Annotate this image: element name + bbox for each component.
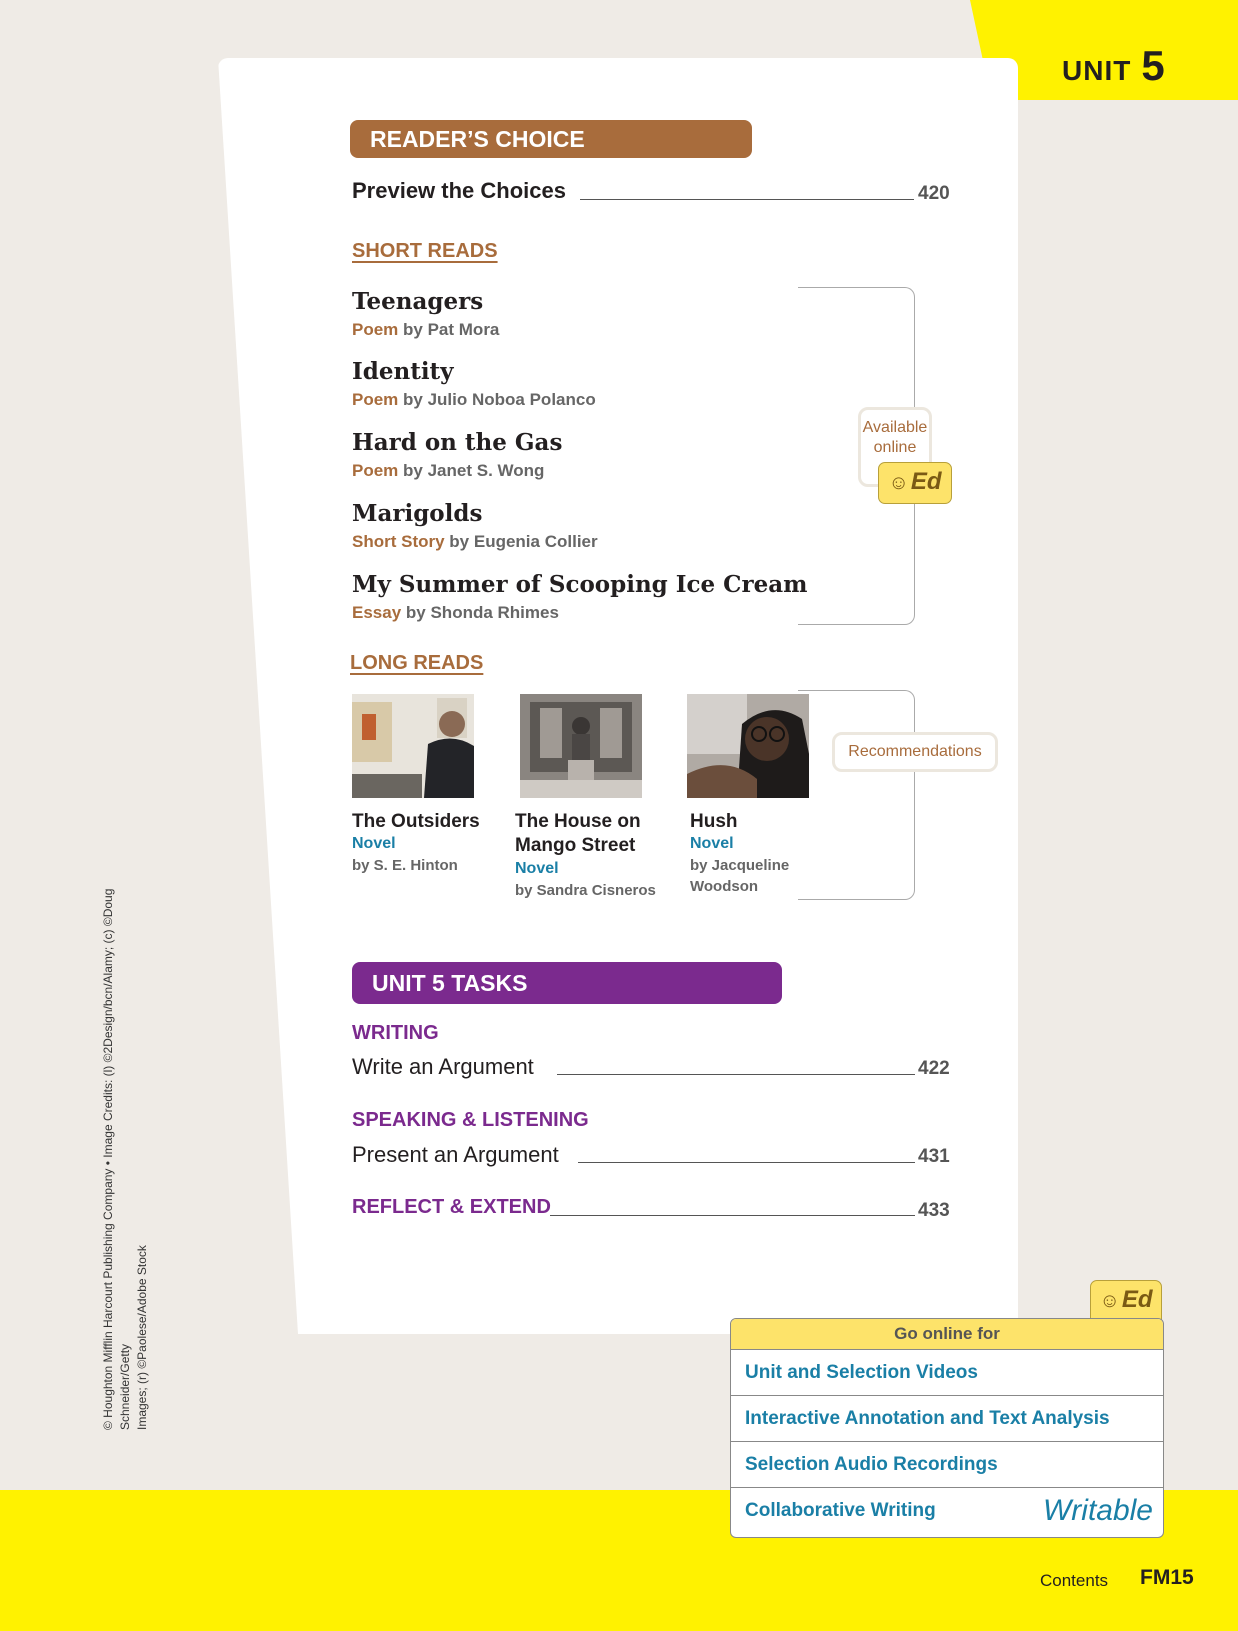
selection-byline (352, 532, 598, 552)
selection-author: by Eugenia Collier (449, 532, 598, 551)
book-title-line: Mango Street (515, 835, 636, 856)
reflect-extend-link[interactable]: REFLECT & EXTEND (352, 1196, 551, 1218)
present-argument-link[interactable]: Present an Argument (352, 1142, 559, 1167)
smiley-icon: ☺ (1099, 1290, 1120, 1312)
go-online-label: Unit and Selection Videos (745, 1362, 978, 1383)
writable-logo: Writable (1042, 1494, 1153, 1527)
credit-line: Images; (r) ©Paolese/Adobe Stock (135, 1245, 149, 1430)
selection-byline (352, 320, 499, 340)
go-online-item[interactable] (731, 1488, 1163, 1533)
selection-title[interactable]: Marigolds (352, 500, 483, 527)
book-author (690, 855, 789, 897)
book-genre: Novel (515, 860, 559, 877)
selection-genre: Short Story (352, 532, 445, 551)
book-author-line: Woodson (690, 878, 759, 895)
go-online-item[interactable] (731, 1396, 1163, 1442)
book-genre: Novel (352, 835, 396, 852)
go-online-label: Selection Audio Recordings (745, 1454, 998, 1475)
long-reads-bracket (798, 690, 915, 900)
ed-badge[interactable] (1090, 1280, 1162, 1322)
online-line: online (873, 439, 917, 456)
book-title-line: The House on (515, 811, 641, 832)
credit-line: © Houghton Mifflin Harcourt Publishing Company • Image Credits: (l) ©2Design/bcn/Alamy; (c) ©Doug Schneider/Getty (101, 888, 132, 1430)
go-online-heading: Go online for (731, 1319, 1163, 1350)
reflect-page: 433 (918, 1200, 950, 1221)
preview-choices-link[interactable]: Preview the Choices (352, 178, 566, 203)
book-author: by Sandra Cisneros (515, 882, 656, 899)
unit-tasks-banner: UNIT 5 TASKS (352, 962, 782, 1004)
leader-line (580, 199, 914, 200)
book-author: by S. E. Hinton (352, 857, 458, 874)
write-argument-link[interactable]: Write an Argument (352, 1054, 534, 1079)
selection-byline (352, 461, 544, 481)
leader-line (557, 1074, 915, 1075)
footer-section: Contents (1040, 1571, 1109, 1590)
selection-author: by Shonda Rhimes (405, 603, 559, 622)
leader-line (578, 1162, 915, 1163)
selection-title[interactable]: Identity (352, 358, 454, 385)
selection-author: by Janet S. Wong (403, 461, 545, 480)
book-title[interactable] (690, 810, 738, 834)
book-cover-image (687, 694, 809, 798)
go-online-label: Interactive Annotation and Text Analysis (745, 1408, 1110, 1429)
book-author-line: by Jacqueline (690, 857, 790, 874)
selection-title[interactable]: My Summer of Scooping Ice Cream (352, 571, 808, 598)
long-reads-heading: LONG READS (350, 652, 484, 674)
ed-badge[interactable] (878, 462, 952, 504)
available-line: Available (862, 419, 928, 436)
book-genre: Novel (690, 835, 734, 852)
unit-label (1062, 42, 1165, 90)
ed-label: Ed (1121, 1286, 1153, 1313)
selection-author: by Pat Mora (403, 320, 500, 339)
selection-byline (352, 603, 559, 623)
go-online-box (730, 1318, 1164, 1538)
go-online-item[interactable] (731, 1442, 1163, 1488)
writing-page: 422 (918, 1058, 950, 1079)
preview-page: 420 (918, 183, 950, 204)
selection-title[interactable]: Hard on the Gas (352, 429, 563, 456)
unit-word: UNIT (1062, 55, 1132, 86)
recommendations-callout: Recommendations (832, 732, 998, 772)
speaking-heading: SPEAKING & LISTENING (352, 1109, 589, 1131)
smiley-icon: ☺ (888, 472, 909, 494)
book-cover-image (520, 694, 642, 798)
selection-genre: Poem (352, 390, 399, 409)
selection-byline (352, 390, 596, 410)
go-online-item[interactable] (731, 1350, 1163, 1396)
selection-author: by Julio Noboa Polanco (403, 390, 596, 409)
book-title-line: The Outsiders (352, 811, 480, 832)
book-title-line: Hush (690, 811, 738, 832)
leader-line (550, 1215, 915, 1216)
book-title[interactable] (515, 810, 641, 858)
writing-heading: WRITING (352, 1022, 439, 1044)
speaking-page: 431 (918, 1146, 950, 1167)
selection-genre: Poem (352, 320, 399, 339)
image-credit (100, 870, 151, 1430)
unit-number: 5 (1141, 42, 1165, 89)
selection-genre: Poem (352, 461, 399, 480)
short-reads-heading: SHORT READS (352, 240, 498, 262)
go-online-label: Collaborative Writing (745, 1500, 936, 1521)
readers-choice-banner: READER’S CHOICE (350, 120, 752, 158)
footer-page-number: FM15 (1140, 1566, 1194, 1589)
selection-genre: Essay (352, 603, 402, 622)
ed-label: Ed (910, 468, 942, 495)
book-title[interactable] (352, 810, 480, 834)
book-cover-image (352, 694, 474, 798)
selection-title[interactable]: Teenagers (352, 288, 484, 315)
